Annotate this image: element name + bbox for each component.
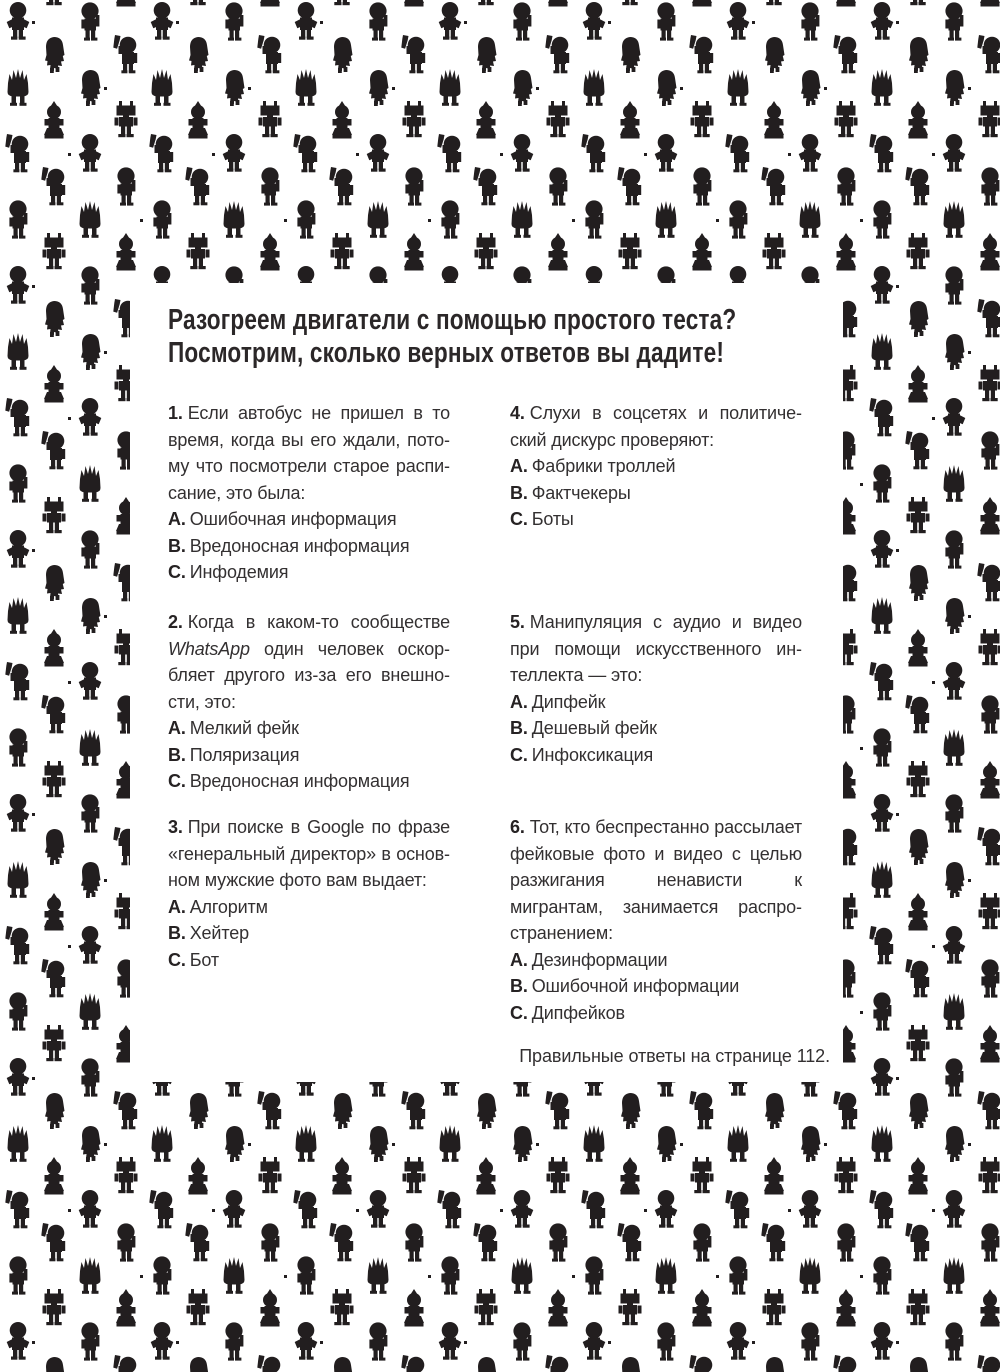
quiz-intro-line2: Посмотрим, сколько верных ответов вы дадите! xyxy=(168,337,725,369)
option-row: C. Инфоксикация xyxy=(510,744,654,765)
question-text xyxy=(510,609,802,689)
option-row: B. Вредоносная информация xyxy=(168,535,410,556)
question-text xyxy=(510,814,802,947)
option-letter: A. xyxy=(168,896,186,917)
question-text xyxy=(168,814,450,894)
option-row: C. Дипфейков xyxy=(510,1002,625,1023)
option-letter: B. xyxy=(168,744,186,765)
question-text-part: Тот, кто беспрестанно рассылает фейковые фото и видео с целью разжигания ненависти к мигрантам, занимается распространением: xyxy=(510,817,802,943)
question-block xyxy=(168,400,450,609)
question-number: 6. xyxy=(510,817,525,837)
question-block xyxy=(168,609,450,814)
question-block xyxy=(168,814,450,1026)
option-row: C. Вредоносная информация xyxy=(168,771,410,791)
question-number: 4. xyxy=(510,403,525,423)
option-letter: C. xyxy=(168,771,186,791)
option-letter: C. xyxy=(510,509,528,529)
question-text-part: При поиске в Google по фразе «генеральный директор» в основном мужские фото вам выдает: xyxy=(168,817,450,890)
question-block xyxy=(510,814,802,1026)
option-letter: A. xyxy=(510,691,528,712)
question-text-part: один человек оскорбляет другого из-за его внешности, это: xyxy=(168,638,450,712)
option-letter: A. xyxy=(510,456,528,476)
option-row: B. Дешевый фейк xyxy=(510,718,657,738)
question-number: 2. xyxy=(168,612,183,632)
option-row: B. Фактчекеры xyxy=(510,482,631,503)
quiz-intro-line1: Разогреем двигатели с помощью простого теста? xyxy=(168,304,737,336)
quiz-panel xyxy=(130,283,843,1082)
question-block xyxy=(510,400,802,609)
option-row: A. Ошибочная информация xyxy=(168,509,397,529)
question-text xyxy=(510,400,802,453)
option-letter: B. xyxy=(510,976,528,996)
option-row: C. Боты xyxy=(510,509,574,529)
option-row: A. Дезинформации xyxy=(510,949,668,970)
option-letter: C. xyxy=(168,562,186,582)
question-text-part: Если автобус не пришел в то время, когда вы его ждали, потому что посмотрели старое расписание, это была: xyxy=(168,403,450,503)
option-row: B. Хейтер xyxy=(168,923,249,943)
question-text-part: Слухи в соцсетях и политический дискурс проверяют: xyxy=(510,403,802,450)
option-letter: A. xyxy=(168,718,186,738)
option-row: C. Бот xyxy=(168,949,219,970)
option-letter: C. xyxy=(510,744,528,765)
option-row: B. Поляризация xyxy=(168,744,300,765)
option-letter: A. xyxy=(168,509,186,529)
option-row: A. Мелкий фейк xyxy=(168,718,299,738)
question-text-part: Манипуляция с аудио и видео при помощи искусственного интеллекта — это: xyxy=(510,612,802,685)
question-number: 3. xyxy=(168,817,183,837)
option-letter: C. xyxy=(168,949,186,970)
option-letter: B. xyxy=(168,535,186,556)
question-number: 1. xyxy=(168,403,183,423)
question-text-part: Когда в каком-то сообществе xyxy=(187,612,450,632)
question-block xyxy=(510,609,802,814)
option-row: A. Дипфейк xyxy=(510,691,606,712)
option-letter: A. xyxy=(510,949,528,970)
option-row: C. Инфодемия xyxy=(168,562,289,582)
option-row: A. Фабрики троллей xyxy=(510,456,676,476)
option-row: B. Ошибочной информации xyxy=(510,976,740,996)
answers-page-note: Правильные ответы на странице 112. xyxy=(519,1046,830,1066)
quiz-questions xyxy=(168,400,802,1026)
option-letter: B. xyxy=(510,718,528,738)
option-letter: C. xyxy=(510,1002,528,1023)
option-row: A. Алгоритм xyxy=(168,896,268,917)
option-letter: B. xyxy=(168,923,186,943)
question-text-italic: WhatsApp xyxy=(168,638,250,659)
question-text xyxy=(168,400,450,506)
option-letter: B. xyxy=(510,482,528,503)
question-number: 5. xyxy=(510,612,525,632)
question-text xyxy=(168,609,450,715)
quiz-intro xyxy=(168,304,736,370)
